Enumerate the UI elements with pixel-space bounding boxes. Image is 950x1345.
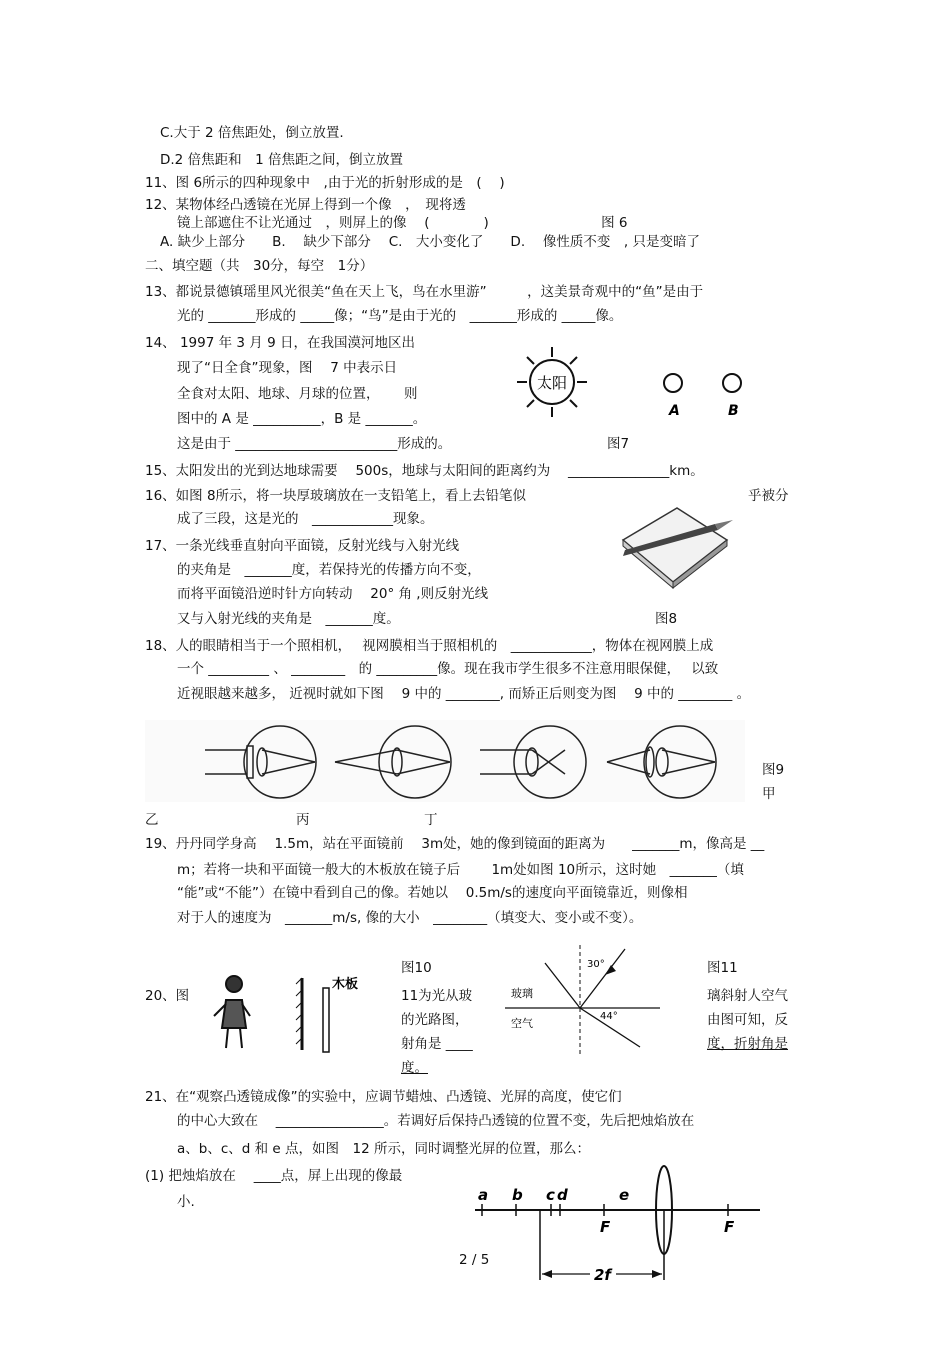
question-20-a: 11为光从玻 — [401, 988, 473, 1004]
question-20: 20、图 — [145, 988, 190, 1004]
question-14-cont3: 图中的 A 是 __________，B 是 _______。 — [177, 411, 427, 427]
question-16: 16、如图 8所示，将一块厚玻璃放在一支铅笔上，看上去铅笔似 — [145, 488, 527, 504]
fig8-diagram — [615, 500, 735, 600]
fig12-f2: F — [724, 1218, 735, 1236]
fig12-2f: 2f — [594, 1266, 611, 1284]
question-20-f: 由图可知，反 — [707, 1012, 788, 1028]
fig10-label: 图10 — [401, 960, 432, 976]
question-16-cont: 成了三段，这是光的 ____________现象。 — [177, 511, 434, 527]
question-11: 11、图 6所示的四种现象中 ,由于光的折射形成的是 ( ) — [145, 175, 505, 191]
fig10-diagram — [210, 970, 375, 1055]
fig12-f1: F — [600, 1218, 611, 1236]
fig11-glass-label: 玻璃 — [511, 987, 533, 1000]
question-18-cont2: 近视眼越来越多， 近视时就如下图 9 中的 ________, 而矫正后则变为图 9 中的 ________ 。 — [177, 686, 751, 702]
question-12: 12、某物体经凸透镜在光屏上得到一个像 ， 现将透 — [145, 197, 466, 213]
question-13: 13、都说景德镇瑶里风光很美“鱼在天上飞，鸟在水里游” ，这美景奇观中的“鱼”是由于 — [145, 284, 704, 300]
option-c: C.大于 2 倍焦距处，倒立放置. — [160, 125, 344, 141]
question-19-cont3: 对于人的速度为 _______m/s, 像的大小 ________（填变大、变小或不变）。 — [177, 910, 643, 926]
question-16-tail: 乎被分 — [748, 488, 789, 504]
section-title: 二、填空题（共 30分，每空 1分） — [145, 258, 374, 274]
question-14-cont2: 全食对太阳、地球、月球的位置， 则 — [177, 386, 418, 402]
fig7-b-label: B — [728, 403, 739, 419]
fig8-label: 图8 — [655, 611, 678, 627]
fig11-label: 图11 — [707, 960, 738, 976]
question-21: 21、在“观察凸透镜成像”的实验中，应调节蜡烛、凸透镜、光屏的高度，使它们 — [145, 1089, 622, 1105]
question-18: 18、人的眼睛相当于一个照相机， 视网膜相当于照相机的 ____________，物体在视网膜上成 — [145, 638, 714, 654]
fig11-diagram — [505, 945, 660, 1055]
question-21-cont1: 的中心大致在 ________________。若调好后保持凸透镜的位置不变，先后把烛焰放在 — [177, 1113, 695, 1129]
fig9-ding: 丁 — [424, 812, 438, 828]
fig12-diagram — [470, 1162, 770, 1290]
question-20-e: 璃斜射人空气 — [707, 988, 788, 1004]
question-21-part1: (1) 把烛焰放在 ____点，屏上出现的像最 — [145, 1168, 403, 1184]
question-14-cont1: 现了“日全食”现象，图 7 中表示日 — [177, 360, 398, 376]
fig9-jia: 甲 — [762, 786, 776, 802]
question-19-cont2: “能”或“不能”）在镜中看到自己的像。若她以 0.5m/s的速度向平面镜靠近，则像相 — [177, 885, 688, 901]
page-number: 2 / 5 — [459, 1252, 490, 1268]
question-17-cont2: 而将平面镜沿逆时针方向转动 20° 角 ,则反射光线 — [177, 586, 489, 602]
fig7-a-label: A — [669, 403, 680, 419]
fig7-sun-label: 太阳 — [536, 374, 568, 392]
question-17: 17、一条光线垂直射向平面镜，反射光线与入射光线 — [145, 538, 460, 554]
fig9-bing: 丙 — [296, 812, 310, 828]
fig11-angle2: 44° — [600, 1011, 618, 1022]
question-20-b: 的光路图， — [401, 1012, 469, 1028]
question-19-cont1: m；若将一块和平面镜一般大的木板放在镜子后 1m处如图 10所示，这时她 _______（填 — [177, 862, 744, 878]
fig12-b: b — [512, 1186, 523, 1204]
question-21-part1-cont: 小. — [177, 1194, 195, 1210]
question-14-cont4: 这是由于 ________________________形成的。 — [177, 436, 452, 452]
fig12-c: c — [546, 1186, 555, 1204]
question-14: 14、 1997 年 3 月 9 日，在我国漠河地区出 — [145, 335, 415, 351]
option-d: D.2 倍焦距和 1 倍焦距之间，倒立放置 — [160, 152, 403, 168]
fig9-label: 图9 — [762, 762, 785, 778]
fig11-air-label: 空气 — [511, 1017, 533, 1030]
question-18-cont1: 一个 _________ 、 ________ 的 _________像。现在我市学生很多不注意用眼保健， 以致 — [177, 661, 719, 677]
question-20-d: 度。 — [401, 1060, 428, 1076]
question-20-c: 射角是 ____ — [401, 1036, 473, 1052]
question-17-cont1: 的夹角是 _______度，若保持光的传播方向不变， — [177, 562, 481, 578]
question-15: 15、太阳发出的光到达地球需要 500s，地球与太阳间的距离约为 _______________km。 — [145, 463, 704, 479]
fig9-diagram — [145, 720, 745, 802]
fig11-angle1: 30° — [587, 959, 605, 970]
question-12-options: A. 缺少上部分 B. 缺少下部分 C. 大小变化了 D. 像性质不变 , 只是变暗了 — [160, 234, 700, 250]
question-19: 19、丹丹同学身高 1.5m，站在平面镜前 3m处，她的像到镜面的距离为 _______m，像高是 __ — [145, 836, 765, 852]
question-21-cont2: a、b、c、d 和 e 点，如图 12 所示，同时调整光屏的位置，那么： — [177, 1141, 590, 1157]
question-17-cont3: 又与入射光线的夹角是 _______度。 — [177, 611, 400, 627]
fig12-d: d — [557, 1186, 568, 1204]
question-13-cont: 光的 _______形成的 _____像；“鸟”是由于光的 _______形成的 _____像。 — [177, 308, 623, 324]
question-12-cont: 镜上部遮住不让光通过 ，则屏上的像 ( ) 图 6 — [177, 215, 628, 231]
fig12-a: a — [478, 1186, 489, 1204]
fig10-board-label: 木板 — [332, 977, 359, 992]
fig12-e: e — [619, 1186, 630, 1204]
fig7-diagram — [515, 345, 755, 425]
fig9-yi: 乙 — [145, 812, 159, 828]
fig7-label: 图7 — [607, 436, 630, 452]
question-20-g: 度，折射角是 — [707, 1036, 788, 1052]
